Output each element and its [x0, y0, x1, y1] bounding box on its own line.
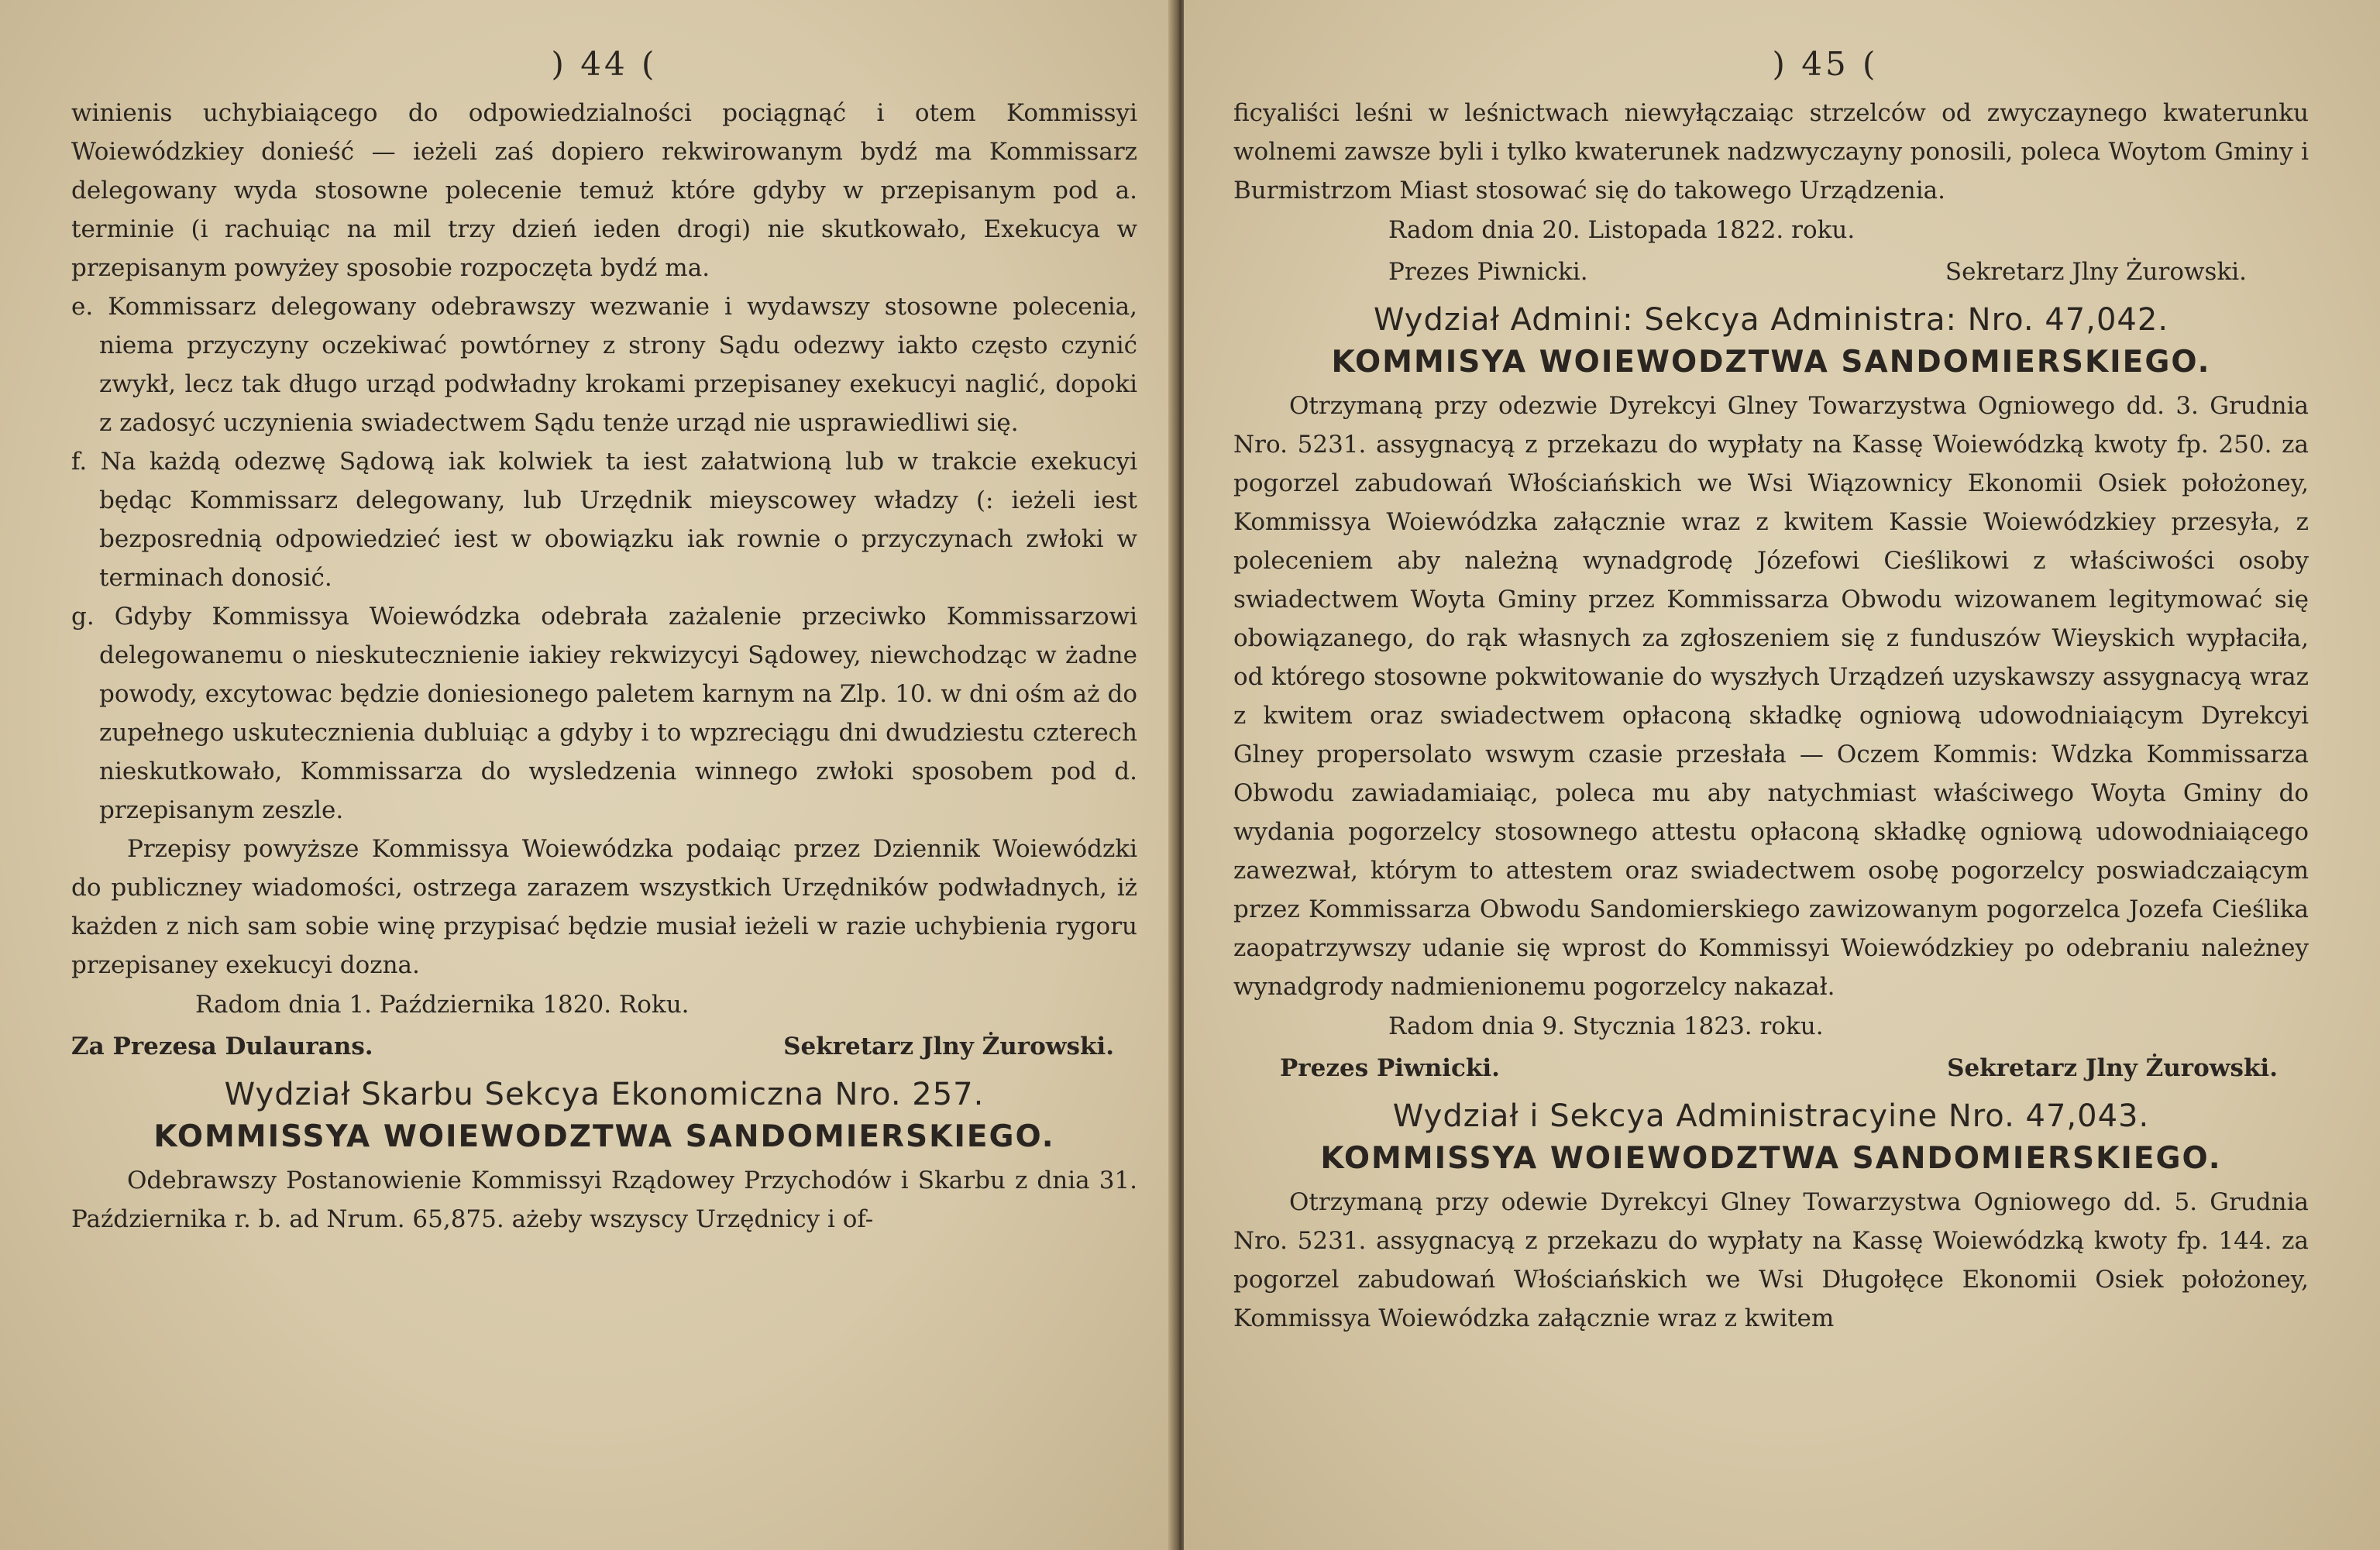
page-number: ) 45 (: [1772, 45, 1879, 83]
item-marker: g.: [71, 603, 95, 631]
item-e: [71, 287, 1137, 442]
signature-right: Sekretarz Jlny Żurowski.: [1947, 1054, 2278, 1082]
signature-left: Za Prezesa Dulaurans.: [71, 1033, 373, 1060]
signature-left: Prezes Piwnicki.: [1388, 258, 1588, 286]
page-number: ) 44 (: [551, 45, 658, 83]
dateline-2: Radom dnia 9. Stycznia 1823. roku.: [1388, 1012, 1824, 1040]
department-heading: Wydział Skarbu Sekcya Ekonomiczna Nro. 257.: [224, 1077, 985, 1112]
item-text: Na każdą odezwę Sądową iak kolwiek ta iest załatwioną lub w trakcie exekucyi będąc Kommissarz delegowany, lub Urzędnik mieyscowey władzy (: ieżeli iest bezposrednią odpowiedzieć iest w obowiązku iak rownie o przyczynach zwłoki w terminach donosić.: [99, 448, 1137, 592]
item-marker: f.: [71, 448, 88, 476]
dateline: Radom dnia 1. Października 1820. Roku.: [195, 991, 690, 1019]
dateline-1: Radom dnia 20. Listopada 1822. roku.: [1388, 216, 1856, 244]
department-heading-2: Wydział i Sekcya Administracyine Nro. 47,043.: [1392, 1098, 2150, 1134]
item-d-continuation: winienis uchybiaiącego do odpowiedzialności pociągnąć i otem Kommissyi Woiewódzkiey donieść — ieżeli zaś dopiero rekwirowanym bydź ma Kommissarz delegowany wyda stosowne polecenie temuż które gdyby w przepisanym pod a. terminie (i rachuiąc na mil trzy dzień ieden drogi) nie skutkowało, Exekucya w przepisanym powyżey sposobie rozpoczęta bydź ma.: [71, 99, 1137, 282]
item-marker: e.: [71, 293, 94, 321]
body-paragraph-2: Otrzymaną przy odewie Dyrekcyi Glney Towarzystwa Ogniowego dd. 5. Grudnia Nro. 5231. assygnacyą z przekazu do wypłaty na Kassę Woiewódzką kwoty fp. 144. za pogorzel zabudowań Włościańskich we Wsi Długołęce Ekonomii Osiek położoney, Kommissya Woiewódzka załącznie wraz z kwitem: [1233, 1188, 2309, 1332]
item-g: [71, 597, 1137, 830]
item-text: Gdyby Kommissya Woiewódzka odebrała zażalenie przeciwko Kommissarzowi delegowanemu o nieskutecznienie iakiey rekwizycyi Sądowey, niewchodząc w żadne powody, excytowac będzie doniesionego paletem karnym na Zlp. 10. w dni ośm aż do zupełnego uskutecznienia dubluiąc a gdyby i to wpzreciągu dni dwudziestu czterech nieskutkowało, Kommissarza do wysledzenia winnego zwłoki sposobem pod d. przepisanym zeszle.: [99, 603, 1137, 824]
opening-paragraph: ficyaliści leśni w leśnictwach niewyłączaiąc strzelców od zwyczaynego kwaterunku wolnemi zawsze byli i tylko kwaterunek nadzwyczayny ponosili, poleca Woytom Gminy i Burmistrzom Miast stosować się do takowego Urządzenia.: [1233, 99, 2309, 204]
department-heading-1: Wydział Admini: Sekcya Administra: Nro. 47,042.: [1373, 302, 2169, 338]
signature-line: [71, 1025, 1137, 1068]
signature-right: Sekretarz Jlny Żurowski.: [1945, 258, 2247, 286]
right-page: [1184, 0, 2380, 1550]
item-f: [71, 442, 1137, 597]
commission-heading-2: KOMMISSYA WOIEWODZTWA SANDOMIERSKIEGO.: [1320, 1141, 2222, 1176]
signature-right: Sekretarz Jlny Żurowski.: [783, 1033, 1114, 1060]
signature-line-2: [1233, 1047, 2309, 1090]
left-page: [0, 0, 1175, 1550]
commission-heading-1: KOMMISYA WOIEWODZTWA SANDOMIERSKIEGO.: [1331, 345, 2211, 380]
item-text: Kommissarz delegowany odebrawszy wezwanie i wydawszy stosowne polecenia, niema przyczyny oczekiwać powtórney z strony Sądu odezwy iakto często czynić zwykł, lecz tak długo urząd podwładny krokami przepisaney exekucyi naglić, dopoki z zadosyć uczynienia swiadectwem Sądu tenże urząd nie usprawiedliwi się.: [99, 293, 1137, 437]
body-paragraph-1: Otrzymaną przy odezwie Dyrekcyi Glney Towarzystwa Ogniowego dd. 3. Grudnia Nro. 5231. assygnacyą z przekazu do wypłaty na Kassę Woiewódzką kwoty fp. 250. za pogorzel zabudowań Włościańskich we Wsi Wiązownicy Ekonomii Osiek położoney, Kommissya Woiewódzka załącznie wraz z kwitem Kassie Woiewódzkiey przesyła, z poleceniem aby należną wynadgrodę Józefowi Cieślikowi z właściwości osoby swiadectwem Woyta Gminy przez Kommissarza Obwodu wizowanem legitymować się obowiązanego, do rąk własnych za zgłoszeniem się z funduszów Wieyskich wypłaciła, od którego stosowne pokwitowanie do wyszłych Urządzeń uzyskawszy assygnacyą wraz z kwitem oraz swiadectwem opłaconą składkę ogniową udowodniaiącym Dyrekcyi Glney propersolato wswym czasie przesłała — Oczem Kommis: Wdzka Kommissarza Obwodu zawiadamiaiąc, poleca mu aby natychmiast właściwego Woyta Gminy do wydania pogorzelcy stosownego attestu opłaconą składkę ogniową udowodniaiącego zawezwał, którym to attestem oraz swiadectwem osobę pogorzelcy poswiadczaiącym przez Kommissarza Obwodu Sandomierskiego zawizowanym pogorzelca Jozefa Cieślika zaopatrzywszy udanie się wprost do Kommissyi Woiewódzkiey po odebraniu należney wynadgrody nadmienionemu pogorzelcy nakazał.: [1233, 392, 2309, 1001]
commission-heading: KOMMISSYA WOIEWODZTWA SANDOMIERSKIEGO.: [153, 1119, 1055, 1154]
signature-left: Prezes Piwnicki.: [1280, 1054, 1500, 1082]
final-paragraph: Odebrawszy Postanowienie Kommissyi Rządowey Przychodów i Skarbu z dnia 31. Października r. b. ad Nrum. 65,875. ażeby wszyscy Urzędnicy i of-: [71, 1167, 1137, 1233]
signature-line-1: [1233, 250, 2309, 294]
closing-paragraph: Przepisy powyższe Kommissya Woiewódzka podaiąc przez Dziennik Woiewódzki do publiczney wiadomości, ostrzega zarazem wszystkich Urzędników podwładnych, iż każden z nich sam sobie winę przypisać będzie musiał ieżeli w razie uchybienia rygoru przepisaney exekucyi dozna.: [71, 835, 1137, 979]
